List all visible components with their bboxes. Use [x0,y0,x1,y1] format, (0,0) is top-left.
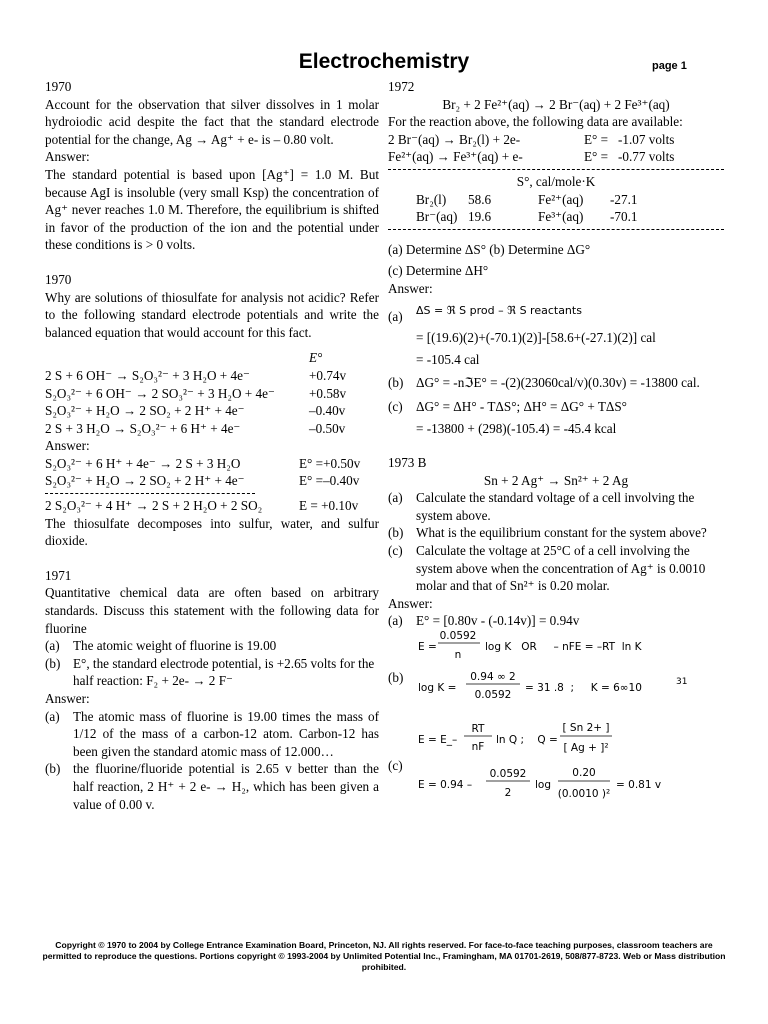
entropy-table: Br₂(l) 58.6 Fe²⁺(aq) -27.1 Br⁻(aq) 19.6 Fe³⁺(aq) -70.1 [416,191,638,225]
divider [388,229,724,230]
table-title: S°, cal/mole·K [516,173,596,189]
answer-label-b: (b) [388,670,404,686]
formula-denominator: n [454,649,462,662]
half-reaction-row: Fe²⁺(aq) → Fe³⁺(aq) + e- E° = -0.77 volts [388,149,675,165]
copyright-notice: Copyright © 1970 to 2004 by College Entrance Examination Board, Princeton, NJ. All rights reserved. For face-to-face teaching purposes, classroom teachers are permitted to reproduce the questions. Portions copyright © 1993-2004 by Unlimited Potential Inc., Framingham, MA 01701-2619, 508/877-8723. Web or Mass distribution prohibited. [42,940,726,972]
question-item: (b) What is the equilibrium constant for the system above? [388,525,707,541]
formula-denominator: 2 [504,787,512,800]
question-year: 1973 B [388,455,427,471]
formula-lhs: E = 0.94 – [418,779,473,792]
formula-lhs: log K = [418,682,457,695]
answer-line: = -105.4 cal [416,351,480,367]
formula-numerator: 0.0592 [489,768,527,781]
question-equation: Sn + 2 Ag⁺ → Sn²⁺ + 2 Ag [483,472,629,488]
answer-label: Answer: [388,595,433,611]
question-item: (c) Calculate the voltage at 25°C of a cell involving the system above when the concentration of Ag⁺ is 0.0010 molar and that of Sn²⁺ is 0.20 molar. [388,543,706,594]
formula-denominator: nF [471,741,485,754]
formula-numerator: 0.0592 [439,630,477,643]
question-parts: (a) Determine ΔS° (b) Determine ΔG° [388,241,591,257]
answer-label: Answer: [388,280,433,296]
answer-item: (b) ΔG° = -nℑE° = -(2)(23060cal/v)(0.30v) = -13800 cal. [388,375,700,391]
question-year: 1970 [45,271,72,287]
page-number: page 1 [652,60,687,72]
page-title: Electrochemistry [298,50,470,73]
formula-mid: log [535,779,552,792]
formula-q-denominator: (0.0010 )² [557,788,611,801]
left-column [45,78,379,813]
answer-label-c: (c) [388,758,403,774]
formula-exponent: 31 [676,677,688,688]
answer-item: (c) ΔG° = ΔH° - TΔS°; ΔH° = ΔG° + TΔS° [388,398,627,414]
question-text: Account for the observation that silver dissolves in 1 molar hydroiodic acid despite the fact that the standard electrode potential for the change, Ag → Ag⁺ + e- is – 0.80 volt. [45,96,379,147]
answer-text: The standard potential is based upon [Ag⁺] = 1.0 M. But because AgI is insoluble (very small Ksp) the concentration of Ag⁺ never reaches 1.0 M. Therefore, the equilibrium is shifted in favor of the production of the ion and the potential under these conditions is > 0 volts. [45,166,379,253]
e-header: E° [309,350,323,366]
answer-line: = [(19.6)(2)+(-70.1)(2)]-[58.6+(-27.1)(2)] cal [416,330,656,346]
answer-item: (a) The atomic mass of fluorine is 19.00 times the mass of 1/12 of the mass of a carbon-12 atom. Carbon-12 has been given the standard atomic mass of 12.000… [45,708,379,759]
divider [45,493,255,494]
answer-label: Answer: [45,149,90,165]
answer-label: Answer: [45,438,90,454]
question-item: (b) E°, the standard electrode potential, is +2.65 volts for the half reaction: F₂ + 2e- → 2 F⁻ [45,655,375,689]
question-equation: Br₂ + 2 Fe²⁺(aq) → 2 Br⁻(aq) + 2 Fe³⁺(aq) [442,96,670,112]
answer-reaction-row: S₂O₃²⁻ + H₂O → 2 SO₂ + 2 H⁺ + 4e⁻ E° =–0.40v [45,473,360,489]
question-item: (a) The atomic weight of fluorine is 19.00 [45,638,277,654]
reaction-row: 2 S + 6 OH⁻ → S₂O₃²⁻ + 3 H₂O + 4e⁻ +0.74v [45,367,347,383]
nernst-formulas [388,630,724,808]
question-year: 1972 [388,79,415,94]
question-item: (a) Calculate the standard voltage of a cell involving the system above. [388,490,695,523]
question-text: Why are solutions of thiosulfate for analysis not acidic? Refer to the following standard electrode potentials and write the balanced equation that would account for this fact. [45,289,379,340]
question-text: Quantitative chemical data are often based on arbitrary standards. Discuss this statement with the following data for fluorine [45,585,379,636]
answer-item: (a) E° = [0.80v - (-0.14v)] = 0.94v [388,613,580,629]
answer-item: (a) ΔS = ℜ S prod – ℜ S reactants [388,303,582,324]
right-column [388,78,724,808]
answer-text: The thiosulfate decomposes into sulfur, water, and sulfur dioxide. [45,515,379,549]
reaction-row: 2 S + 3 H₂O → S₂O₃²⁻ + 6 H⁺ + 4e⁻ –0.50v [45,420,346,436]
formula-q-numerator: [ Sn 2+ ] [562,722,610,735]
formula-lhs: E = [418,641,437,654]
question-year: 1971 [45,567,72,583]
formula-rest: log K OR – nFE = –RT ln K [485,641,642,654]
reaction-row: S₂O₃²⁻ + 6 OH⁻ → 2 SO₃²⁻ + 3 H₂O + 4e⁻ +0.58v [45,385,347,401]
formula-mid: ln Q ; Q = [496,734,558,747]
answer-item: (b) the fluorine/fluoride potential is 2.65 v better than the half reaction, 2 H⁺ + 2 e- → H₂, which has been given a value of 0.00 v. [45,761,379,812]
formula-numerator: 0.94 ∞ 2 [470,671,516,684]
answer-reaction-row: S₂O₃²⁻ + 6 H⁺ + 4e⁻ → 2 S + 3 H₂O E° =+0.50v [45,455,361,471]
net-reaction-row: 2 S₂O₃²⁻ + 4 H⁺ → 2 S + 2 H₂O + 2 SO₂ E = +0.10v [45,498,359,514]
formula-q-numerator: 0.20 [572,767,596,780]
formula-denominator: 0.0592 [474,689,512,702]
formula-lhs: E = E_– [418,734,458,747]
formula-rest: = 31 .8 ; K = 6∞10 [525,682,642,695]
formula-q-denominator: [ Ag + ]² [563,742,609,755]
half-reaction-row: 2 Br⁻(aq) → Br₂(l) + 2e- E° = -1.07 volts [388,131,675,147]
answer-line: = -13800 + (298)(-105.4) = -45.4 kcal [416,420,617,436]
formula-rest: = 0.81 v [616,779,662,792]
formula-numerator: RT [471,723,485,736]
answer-label: Answer: [45,691,90,706]
question-parts: (c) Determine ΔH° [388,263,489,279]
reaction-row: S₂O₃²⁻ + H₂O → 2 SO₂ + 2 H⁺ + 4e⁻ –0.40v [45,403,346,419]
question-year: 1970 [45,79,72,94]
divider [388,169,724,170]
question-text: For the reaction above, the following data are available: [388,114,683,130]
